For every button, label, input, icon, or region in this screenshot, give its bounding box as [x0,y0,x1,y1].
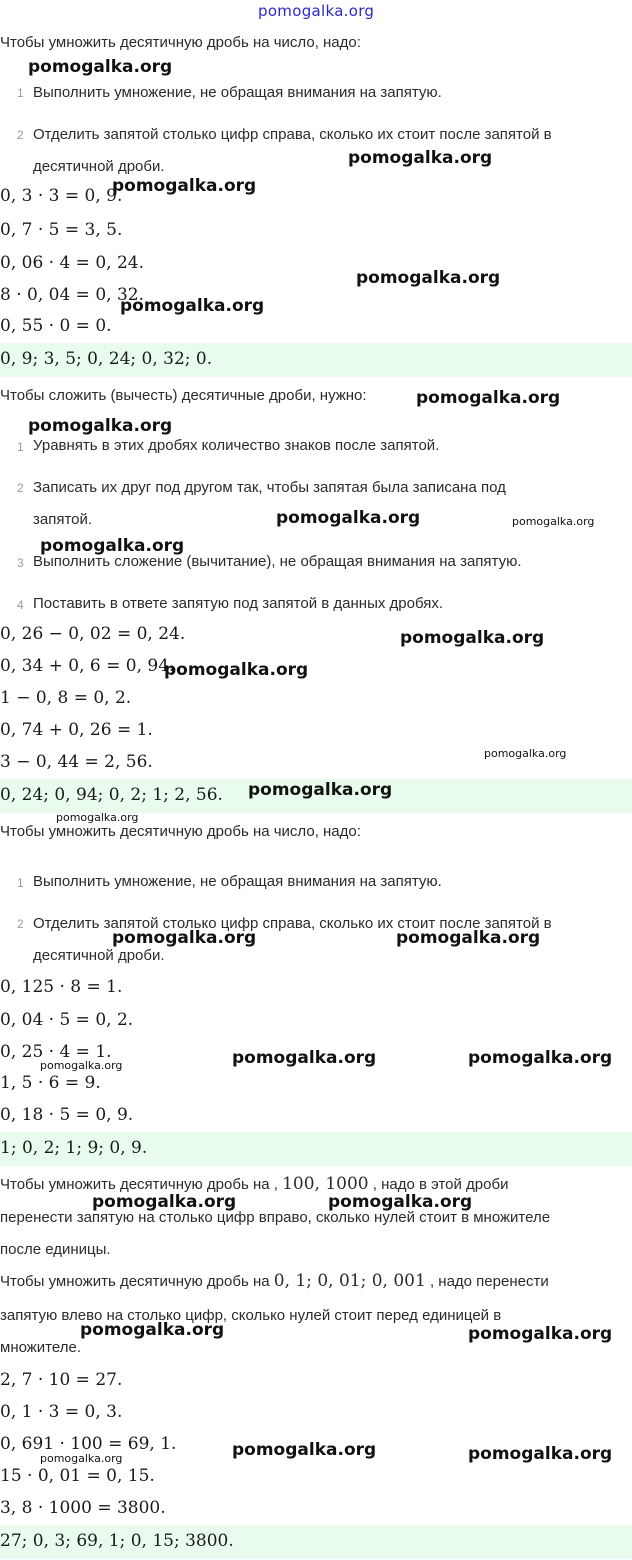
watermark: pomogalka.org [28,416,173,436]
equation: 0, 04 · 5 = 0, 2. [0,1010,134,1030]
step-text: Записать их друг под другом так, чтобы запятая была записана под [33,479,506,496]
watermark: pomogalka.org [484,747,567,760]
step-text: Уравнять в этих дробях количество знаков после запятой. [33,437,440,454]
watermark: pomogalka.org [164,660,309,680]
watermark: pomogalka.org [248,780,393,800]
step-number: 4 [17,598,24,612]
step-text: Поставить в ответе запятую под запятой в данных дробях. [33,595,444,612]
watermark: pomogalka.org [40,1452,123,1465]
watermark: pomogalka.org [396,928,541,948]
equation: 15 · 0, 01 = 0, 15. [0,1466,155,1486]
rule-1-line-3: после единицы. [0,1241,111,1258]
equation: 8 · 0, 04 = 0, 32. [0,285,144,305]
step-text: десятичной дроби. [33,158,165,175]
top-watermark: pomogalka.org [258,2,375,20]
watermark: pomogalka.org [112,928,257,948]
rule-text: , надо перенести [429,1273,549,1290]
answer-text: 27; 0, 3; 69, 1; 0, 15; 3800. [0,1531,234,1551]
step-text: Отделить запятой столько цифр справа, сколько их стоит после запятой в [33,915,552,932]
watermark: pomogalka.org [468,1444,613,1464]
rule-text: , надо в этой дроби [372,1176,509,1193]
watermark: pomogalka.org [40,536,185,556]
equation: 0, 3 · 3 = 0, 9. [0,186,123,206]
watermark: pomogalka.org [328,1192,473,1212]
equation: 3, 8 · 1000 = 3800. [0,1498,166,1518]
step-text: Выполнить умножение, не обращая внимания на запятую. [33,873,442,890]
watermark: pomogalka.org [276,508,421,528]
block-2-intro: Чтобы сложить (вычесть) десятичные дроби, нужно: [0,387,367,404]
rule-2-line-2: запятую влево на столько цифр, сколько нулей стоит перед единицей в [0,1307,502,1324]
answer-text: 1; 0, 2; 1; 9; 0, 9. [0,1138,148,1158]
equation: 1, 5 · 6 = 9. [0,1073,101,1093]
watermark: pomogalka.org [416,388,561,408]
rule-text: Чтобы умножить десятичную дробь на , [0,1176,278,1193]
equation: 0, 06 · 4 = 0, 24. [0,253,144,273]
equation: 0, 1 · 3 = 0, 3. [0,1402,123,1422]
step-text: Отделить запятой столько цифр справа, сколько их стоит после запятой в [33,126,552,143]
watermark: pomogalka.org [348,148,493,168]
answer-text: 0, 24; 0, 94; 0, 2; 1; 2, 56. [0,785,223,805]
equation: 0, 691 · 100 = 69, 1. [0,1434,177,1454]
equation: 2, 7 · 10 = 27. [0,1370,123,1390]
answer-text: 0, 9; 3, 5; 0, 24; 0, 32; 0. [0,349,213,369]
step-number: 2 [17,481,24,495]
watermark: pomogalka.org [80,1320,225,1340]
step-text: запятой. [33,511,93,528]
equation: 0, 26 − 0, 02 = 0, 24. [0,624,186,644]
step-number: 1 [17,86,24,100]
rule-math: 0, 1; 0, 01; 0, 001 [273,1271,426,1291]
step-text: десятичной дроби. [33,947,165,964]
watermark: pomogalka.org [232,1440,377,1460]
equation: 0, 18 · 5 = 0, 9. [0,1105,134,1125]
equation: 0, 7 · 5 = 3, 5. [0,220,123,240]
block-3-intro: Чтобы умножить десятичную дробь на число, надо: [0,823,361,840]
equation: 0, 55 · 0 = 0. [0,316,112,336]
rule-1-line-1 [0,1174,508,1194]
rule-text: Чтобы умножить десятичную дробь на [0,1273,270,1290]
answer-box [0,1132,632,1166]
equation: 1 − 0, 8 = 0, 2. [0,688,132,708]
step-text: Выполнить умножение, не обращая внимания на запятую. [33,84,442,101]
equation: 0, 34 + 0, 6 = 0, 94. [0,656,175,676]
watermark: pomogalka.org [56,811,139,824]
watermark: pomogalka.org [356,268,501,288]
answer-box [0,343,632,377]
rule-2-line-1 [0,1271,549,1291]
block-1-intro: Чтобы умножить десятичную дробь на число, надо: [0,34,361,51]
answer-box [0,1525,632,1559]
step-text: Выполнить сложение (вычитание), не обращая внимания на запятую. [33,553,522,570]
step-number: 2 [17,917,24,931]
watermark: pomogalka.org [28,57,173,77]
step-number: 1 [17,440,24,454]
rule-2-line-3: множителе. [0,1339,81,1356]
equation: 0, 25 · 4 = 1. [0,1042,112,1062]
watermark: pomogalka.org [120,296,265,316]
watermark: pomogalka.org [468,1048,613,1068]
step-number: 2 [17,128,24,142]
rule-1-line-2: перенести запятую на столько цифр вправо, сколько нулей стоит в множителе [0,1209,551,1226]
watermark: pomogalka.org [468,1324,613,1344]
step-number: 1 [17,876,24,890]
equation: 0, 125 · 8 = 1. [0,977,123,997]
watermark: pomogalka.org [92,1192,237,1212]
step-number: 3 [17,556,24,570]
watermark: pomogalka.org [40,1059,123,1072]
watermark: pomogalka.org [232,1048,377,1068]
equation: 0, 74 + 0, 26 = 1. [0,720,153,740]
rule-math: 100, 1000 [282,1174,369,1194]
equation: 3 − 0, 44 = 2, 56. [0,752,153,772]
watermark: pomogalka.org [512,515,595,528]
watermark: pomogalka.org [400,628,545,648]
watermark: pomogalka.org [112,176,257,196]
